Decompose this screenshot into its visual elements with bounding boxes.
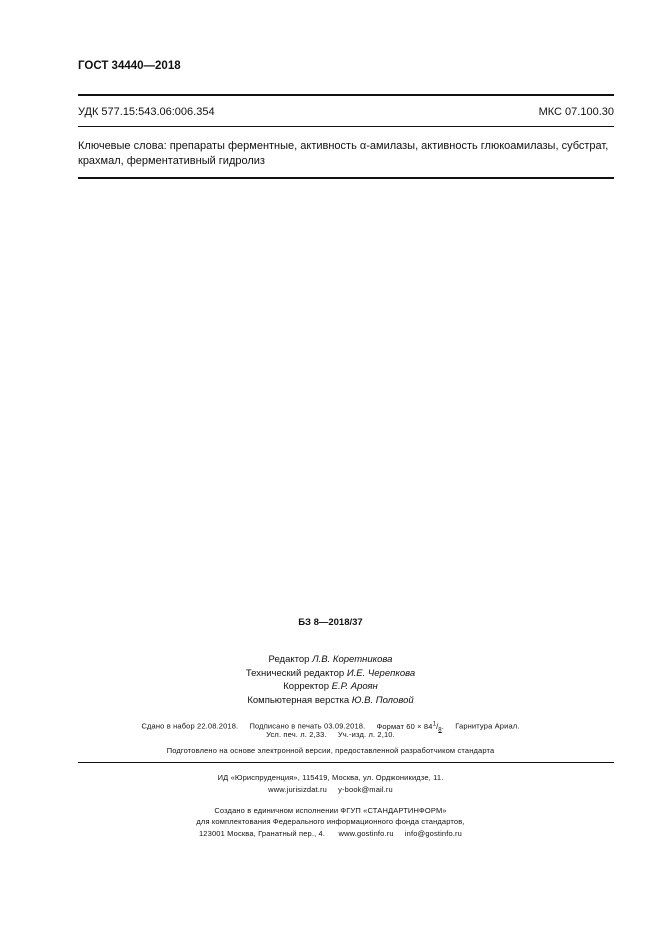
top-rule [78, 94, 614, 96]
keywords-block [78, 139, 618, 169]
mks-code: МКС 07.100.30 [538, 106, 614, 118]
rule-before-publisher [78, 762, 614, 763]
signed-date: Подписано в печать 03.09.2018. [249, 721, 366, 731]
standard-number: ГОСТ 34440—2018 [78, 60, 181, 72]
credit-tech-editor [0, 667, 661, 681]
credit-role: Корректор [283, 681, 329, 692]
credit-role: Компьютерная верстка [247, 694, 350, 706]
publisher-line-5: 123001 Москва, Гранатный пер., 4. www.gostinfo.ru info@gostinfo.ru [198, 829, 462, 838]
publisher-line-4: для комплектования Федерального информационного фонда стандартов, [196, 817, 465, 826]
publisher-line-3: Создано в единичном исполнении ФГУП «СТАНДАРТИНФОРМ» [214, 806, 447, 815]
credit-role: Редактор [268, 654, 310, 665]
credit-proofreader [0, 680, 661, 694]
prepared-note: Подготовлено на основе электронной версии, предоставленной разработчиком стандарта [166, 746, 495, 755]
udk-code: УДК 577.15:543.06:006.354 [78, 106, 215, 118]
credit-role: Технический редактор [245, 667, 345, 679]
keywords-line-2: крахмал, ферментативный гидролиз [78, 155, 265, 167]
rule-after-keywords [78, 177, 614, 179]
print-sheets: Усл. печ. л. 2,33. [266, 730, 327, 739]
credit-layout [0, 694, 661, 708]
credit-name: Ю.В. Половой [351, 694, 414, 706]
credit-name: Л.В. Коретникова [312, 654, 393, 665]
bz-number: БЗ 8—2018/37 [298, 617, 363, 628]
keywords-line-1: Ключевые слова: препараты ферментные, активность α-амилазы, активность глюкоамилазы, субстрат, [78, 140, 609, 152]
credit-name: Е.Р. Ароян [331, 681, 378, 692]
publisher-line-2: www.jurisizdat.ru y-book@mail.ru [268, 785, 393, 794]
submitted-date: Сдано в набор 22.08.2018. [141, 721, 239, 731]
credit-name: И.Е. Черепкова [346, 667, 416, 679]
credit-editor [0, 653, 661, 667]
credits-block [0, 653, 661, 707]
typeface: Гарнитура Ариал. [455, 721, 520, 731]
format: Формат $60 \times 84^1/_8$. [376, 721, 445, 733]
publisher-line-1: ИД «Юриспруденция», 115419, Москва, ул. Орджоникидзе, 11. [217, 773, 444, 782]
edition-sheets: Уч.-изд. л. 2,10. [337, 730, 395, 739]
rule-after-udk [78, 126, 614, 127]
imprint-line-2 [0, 729, 661, 742]
